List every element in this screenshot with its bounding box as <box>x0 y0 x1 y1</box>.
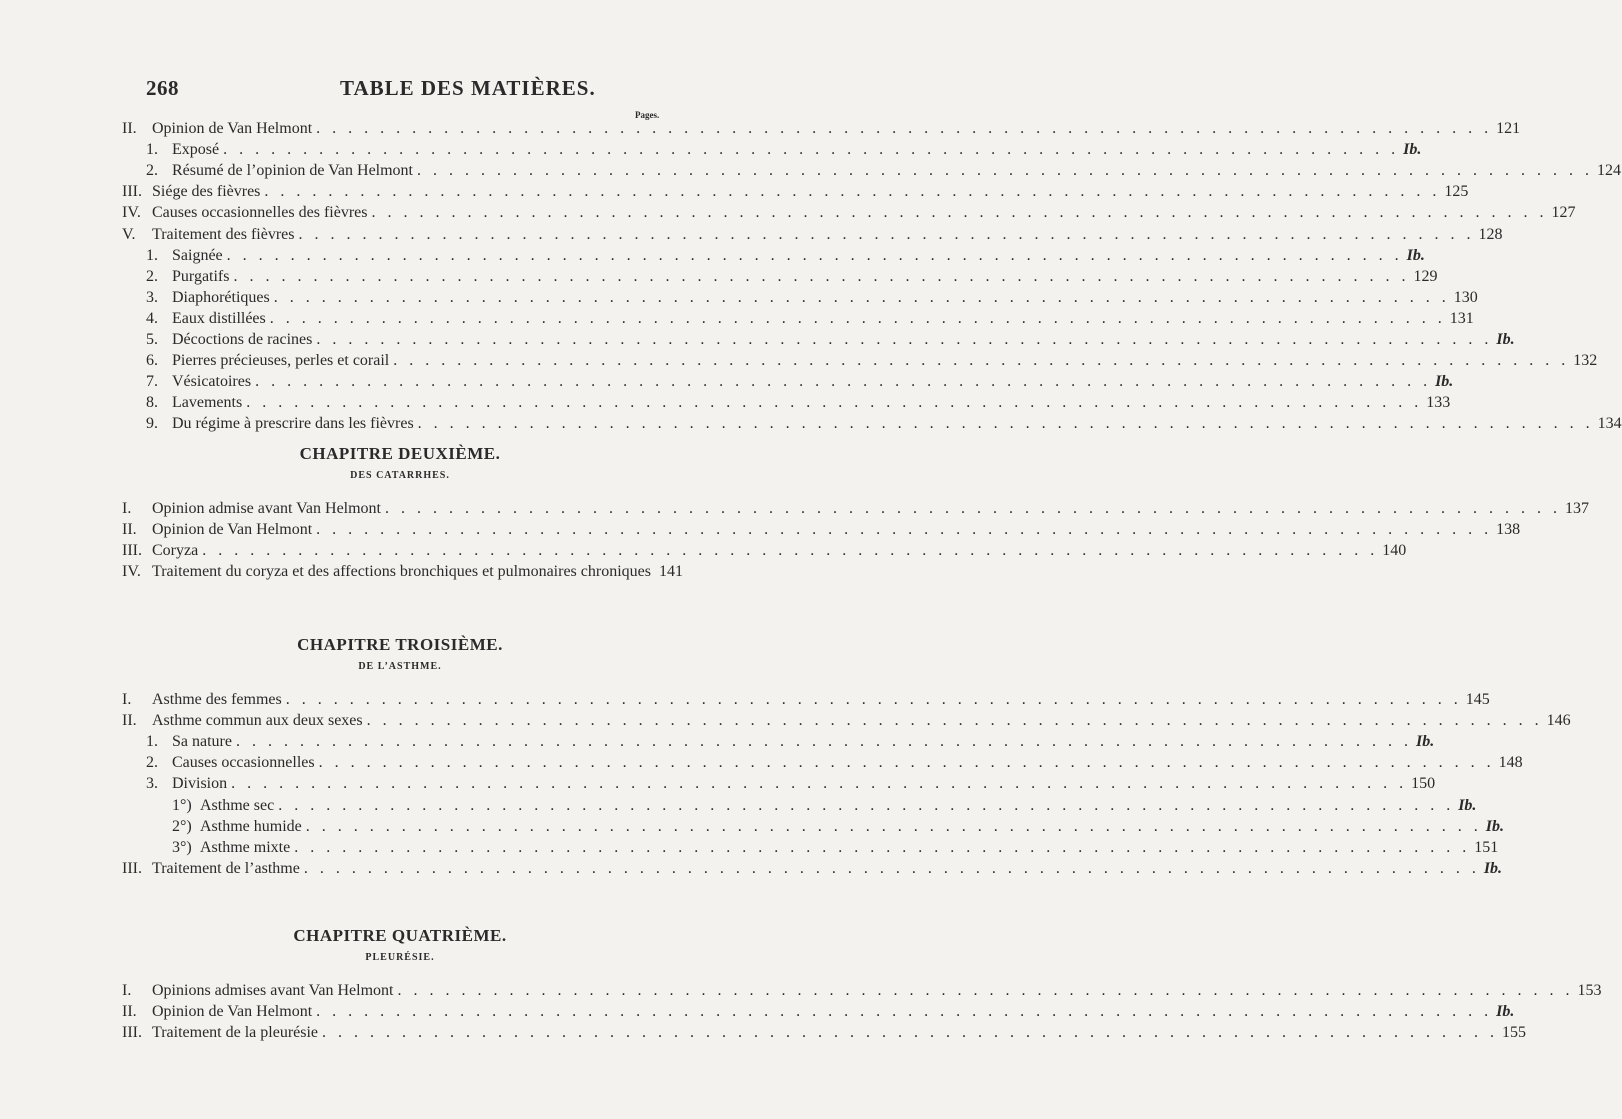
dot-leader <box>255 371 1431 393</box>
toc-entry-title: Sa nature <box>172 733 232 751</box>
toc-entry-page: 129 <box>1413 267 1438 285</box>
toc-entry-page: Ib. <box>1496 331 1515 348</box>
toc-entry <box>146 371 1454 393</box>
toc-entry-number: 2. <box>146 162 158 180</box>
toc-entry-number: II. <box>122 521 137 539</box>
dot-leader <box>418 413 1594 435</box>
toc-entry-title: Traitement du coryza et des affections bronchiques et pulmonaires chroniques <box>152 563 651 581</box>
toc-entry-title: Causes occasionnelles des fièvres <box>152 204 368 222</box>
dot-leader <box>231 773 1407 795</box>
toc-entry-page: 121 <box>1496 120 1521 137</box>
toc-entry-page: 141 <box>658 563 683 581</box>
toc-entry-title: Coryza <box>152 542 199 560</box>
dot-leader <box>306 816 1482 838</box>
dot-leader <box>316 519 1492 541</box>
toc-entry-page: Ib. <box>1415 733 1435 751</box>
toc-entry-page: 148 <box>1498 754 1523 772</box>
toc-entry-page: 131 <box>1449 309 1474 327</box>
toc-entry <box>146 245 1425 267</box>
toc-entry-number: 3. <box>146 288 158 306</box>
toc-entry-page: 150 <box>1411 775 1436 793</box>
toc-entry-page: 155 <box>1502 1024 1527 1042</box>
toc-entry <box>122 498 1589 520</box>
toc-entry <box>172 816 1504 838</box>
toc-entry-page: Ib. <box>1485 817 1504 835</box>
toc-entry-page: 124 <box>1597 162 1621 180</box>
toc-entry-title: Exposé <box>172 141 220 159</box>
toc-entry-title: Opinion de Van Helmont <box>152 1003 313 1021</box>
toc-entry-title: Asthme sec <box>200 796 275 814</box>
toc-entry-page: 140 <box>1382 542 1407 560</box>
toc-entry <box>172 837 1499 859</box>
toc-entry-number: 2°) <box>172 817 192 835</box>
toc-entry <box>146 329 1515 351</box>
dot-leader <box>223 139 1399 161</box>
toc-entry-page: Ib. <box>1435 373 1454 391</box>
toc-entry-number: III. <box>122 542 142 560</box>
page-number: 268 <box>146 76 179 100</box>
toc-entry-title: Asthme mixte <box>200 838 291 856</box>
toc-entry-number: I. <box>122 691 132 708</box>
toc-entry-page: 137 <box>1565 500 1589 517</box>
dot-leader <box>270 308 1446 330</box>
toc-entry-number: V. <box>122 225 136 243</box>
toc-entry-number: IV. <box>122 204 141 222</box>
toc-entry-number: 5. <box>146 331 158 348</box>
toc-entry <box>122 118 1521 140</box>
toc-entry-title: Asthme commun aux deux sexes <box>152 712 363 730</box>
toc-entry-number: I. <box>122 500 132 517</box>
dot-leader <box>278 795 1454 817</box>
toc-entry <box>122 224 1503 246</box>
toc-entry-title: Pierres précieuses, perles et corail <box>172 352 390 370</box>
toc-entry <box>122 202 1576 224</box>
dot-leader <box>417 160 1593 182</box>
toc-entry-title: Asthme des femmes <box>152 691 282 708</box>
toc-entry <box>122 1022 1527 1044</box>
dot-leader <box>393 350 1569 372</box>
dot-leader <box>319 752 1495 774</box>
dot-leader <box>316 329 1492 351</box>
toc-entry-number: III. <box>122 183 142 201</box>
toc-entry-number: II. <box>122 120 137 137</box>
dot-leader <box>227 245 1403 267</box>
dot-leader <box>233 266 1409 288</box>
toc-entry <box>122 181 1469 203</box>
toc-entry-page: 145 <box>1465 691 1490 708</box>
toc-entry-number: II. <box>122 1003 137 1021</box>
toc-entry-number: 9. <box>146 415 158 433</box>
dot-leader <box>202 540 1378 562</box>
dot-leader <box>286 689 1462 711</box>
toc-entry-page: Ib. <box>1496 1003 1515 1021</box>
toc-entry-page: 146 <box>1546 712 1571 730</box>
toc-entry-number: I. <box>122 982 132 999</box>
toc-entry-title: Diaphorétiques <box>172 288 270 306</box>
toc-entry-number: III. <box>122 1024 142 1042</box>
toc-entry <box>146 773 1436 795</box>
toc-entry-title: Opinion admise avant Van Helmont <box>152 500 381 517</box>
toc-entry-number: 1. <box>146 141 158 159</box>
dot-leader <box>246 392 1422 414</box>
toc-entry-page: Ib. <box>1483 859 1503 877</box>
toc-entry <box>122 519 1521 541</box>
toc-entry-page: 132 <box>1573 352 1598 370</box>
toc-entry <box>146 160 1621 182</box>
toc-entry-number: 1. <box>146 246 158 264</box>
toc-entry-title: Résumé de l’opinion de Van Helmont <box>172 162 413 180</box>
toc-entry-title: Siége des fièvres <box>152 183 261 201</box>
toc-entry-number: IV. <box>122 563 141 581</box>
toc-entry-number: 2. <box>146 267 158 285</box>
toc-entry-title: Division <box>172 775 228 793</box>
chapter-3-title: CHAPITRE TROISIÈME. <box>297 635 503 654</box>
toc-entry-page: 130 <box>1453 288 1478 306</box>
toc-entry-title: Décoctions de racines <box>172 331 313 348</box>
toc-entry <box>146 287 1478 309</box>
toc-entry-number: III. <box>122 859 142 877</box>
chapter-2-title: CHAPITRE DEUXIÈME. <box>299 444 501 463</box>
toc-entry-page: 127 <box>1551 204 1576 222</box>
page-title: TABLE DES MATIÈRES. <box>340 76 596 100</box>
toc-entry-number: 3°) <box>172 838 192 856</box>
dot-leader <box>298 224 1474 246</box>
toc-entry-page: 133 <box>1426 394 1451 412</box>
dot-leader <box>385 498 1561 520</box>
toc-entry-title: Saignée <box>172 246 223 264</box>
dot-leader <box>316 1001 1492 1023</box>
toc-entry-title: Purgatifs <box>172 267 230 285</box>
toc-entry <box>122 980 1602 1002</box>
dot-leader <box>316 118 1492 140</box>
toc-entry-title: Eaux distillées <box>172 309 266 327</box>
toc-entry-page: 153 <box>1577 982 1602 999</box>
toc-entry <box>146 266 1438 288</box>
dot-leader <box>322 1022 1498 1044</box>
toc-entry <box>122 858 1503 880</box>
toc-entry <box>146 731 1435 753</box>
toc-entry-page: 138 <box>1496 521 1521 539</box>
toc-entry <box>122 540 1407 562</box>
dot-leader <box>371 202 1547 224</box>
toc-entry <box>146 308 1474 330</box>
dot-leader <box>264 181 1440 203</box>
toc-entry-title: Causes occasionnelles <box>172 754 315 772</box>
toc-entry-title: Lavements <box>172 394 243 412</box>
dot-leader <box>367 710 1543 732</box>
toc-entry-title: Opinion de Van Helmont <box>152 120 313 137</box>
toc-entry <box>146 139 1422 161</box>
pages-column-label: Pages. <box>635 110 660 120</box>
toc-entry-title: Du régime à prescrire dans les fièvres <box>172 415 414 433</box>
toc-entry-number: 2. <box>146 754 158 772</box>
dot-leader <box>397 980 1573 1002</box>
toc-entry-page: Ib. <box>1458 796 1477 814</box>
toc-entry-page: Ib. <box>1406 246 1425 264</box>
toc-entry-number: 6. <box>146 352 158 370</box>
dot-leader <box>274 287 1450 309</box>
toc-entry <box>122 1001 1515 1023</box>
toc-entry-title: Opinion de Van Helmont <box>152 521 313 539</box>
toc-entry-title: Vésicatoires <box>172 373 252 391</box>
chapter-2-subject: DES CATARRHES. <box>350 470 450 481</box>
toc-entry <box>146 392 1451 414</box>
toc-entry-page: Ib. <box>1403 141 1422 159</box>
toc-entry-number: 8. <box>146 394 158 412</box>
toc-entry-title: Traitement des fièvres <box>152 225 295 243</box>
toc-entry-title: Asthme humide <box>200 817 302 835</box>
toc-entry-page: 128 <box>1478 225 1503 243</box>
toc-entry-number: 7. <box>146 373 158 391</box>
toc-entry-number: II. <box>122 712 137 730</box>
toc-entry-title: Opinions admises avant Van Helmont <box>152 982 394 999</box>
toc-entry-number: 1°) <box>172 796 192 814</box>
toc-entry-number: 4. <box>146 309 158 327</box>
toc-entry-number: 1. <box>146 733 158 751</box>
toc-entry-title: Traitement de l’asthme <box>152 859 300 877</box>
toc-entry <box>146 752 1523 774</box>
toc-entry <box>122 689 1490 711</box>
toc-entry <box>122 561 683 583</box>
toc-entry-page: 151 <box>1474 838 1499 856</box>
toc-entry <box>172 795 1477 817</box>
toc-entry-title: Traitement de la pleurésie <box>152 1024 319 1042</box>
toc-entry-page: 125 <box>1444 183 1469 201</box>
toc-entry-page: 134 <box>1597 415 1622 433</box>
dot-leader <box>294 837 1470 859</box>
chapter-3-subject: DE L’ASTHME. <box>358 661 442 672</box>
toc-entry <box>146 413 1622 435</box>
dot-leader <box>304 858 1480 880</box>
chapter-4-title: CHAPITRE QUATRIÈME. <box>293 926 507 945</box>
toc-entry <box>122 710 1571 732</box>
chapter-4-subject: PLEURÉSIE. <box>365 952 435 963</box>
toc-entry <box>146 350 1598 372</box>
toc-entry-number: 3. <box>146 775 158 793</box>
dot-leader <box>236 731 1412 753</box>
